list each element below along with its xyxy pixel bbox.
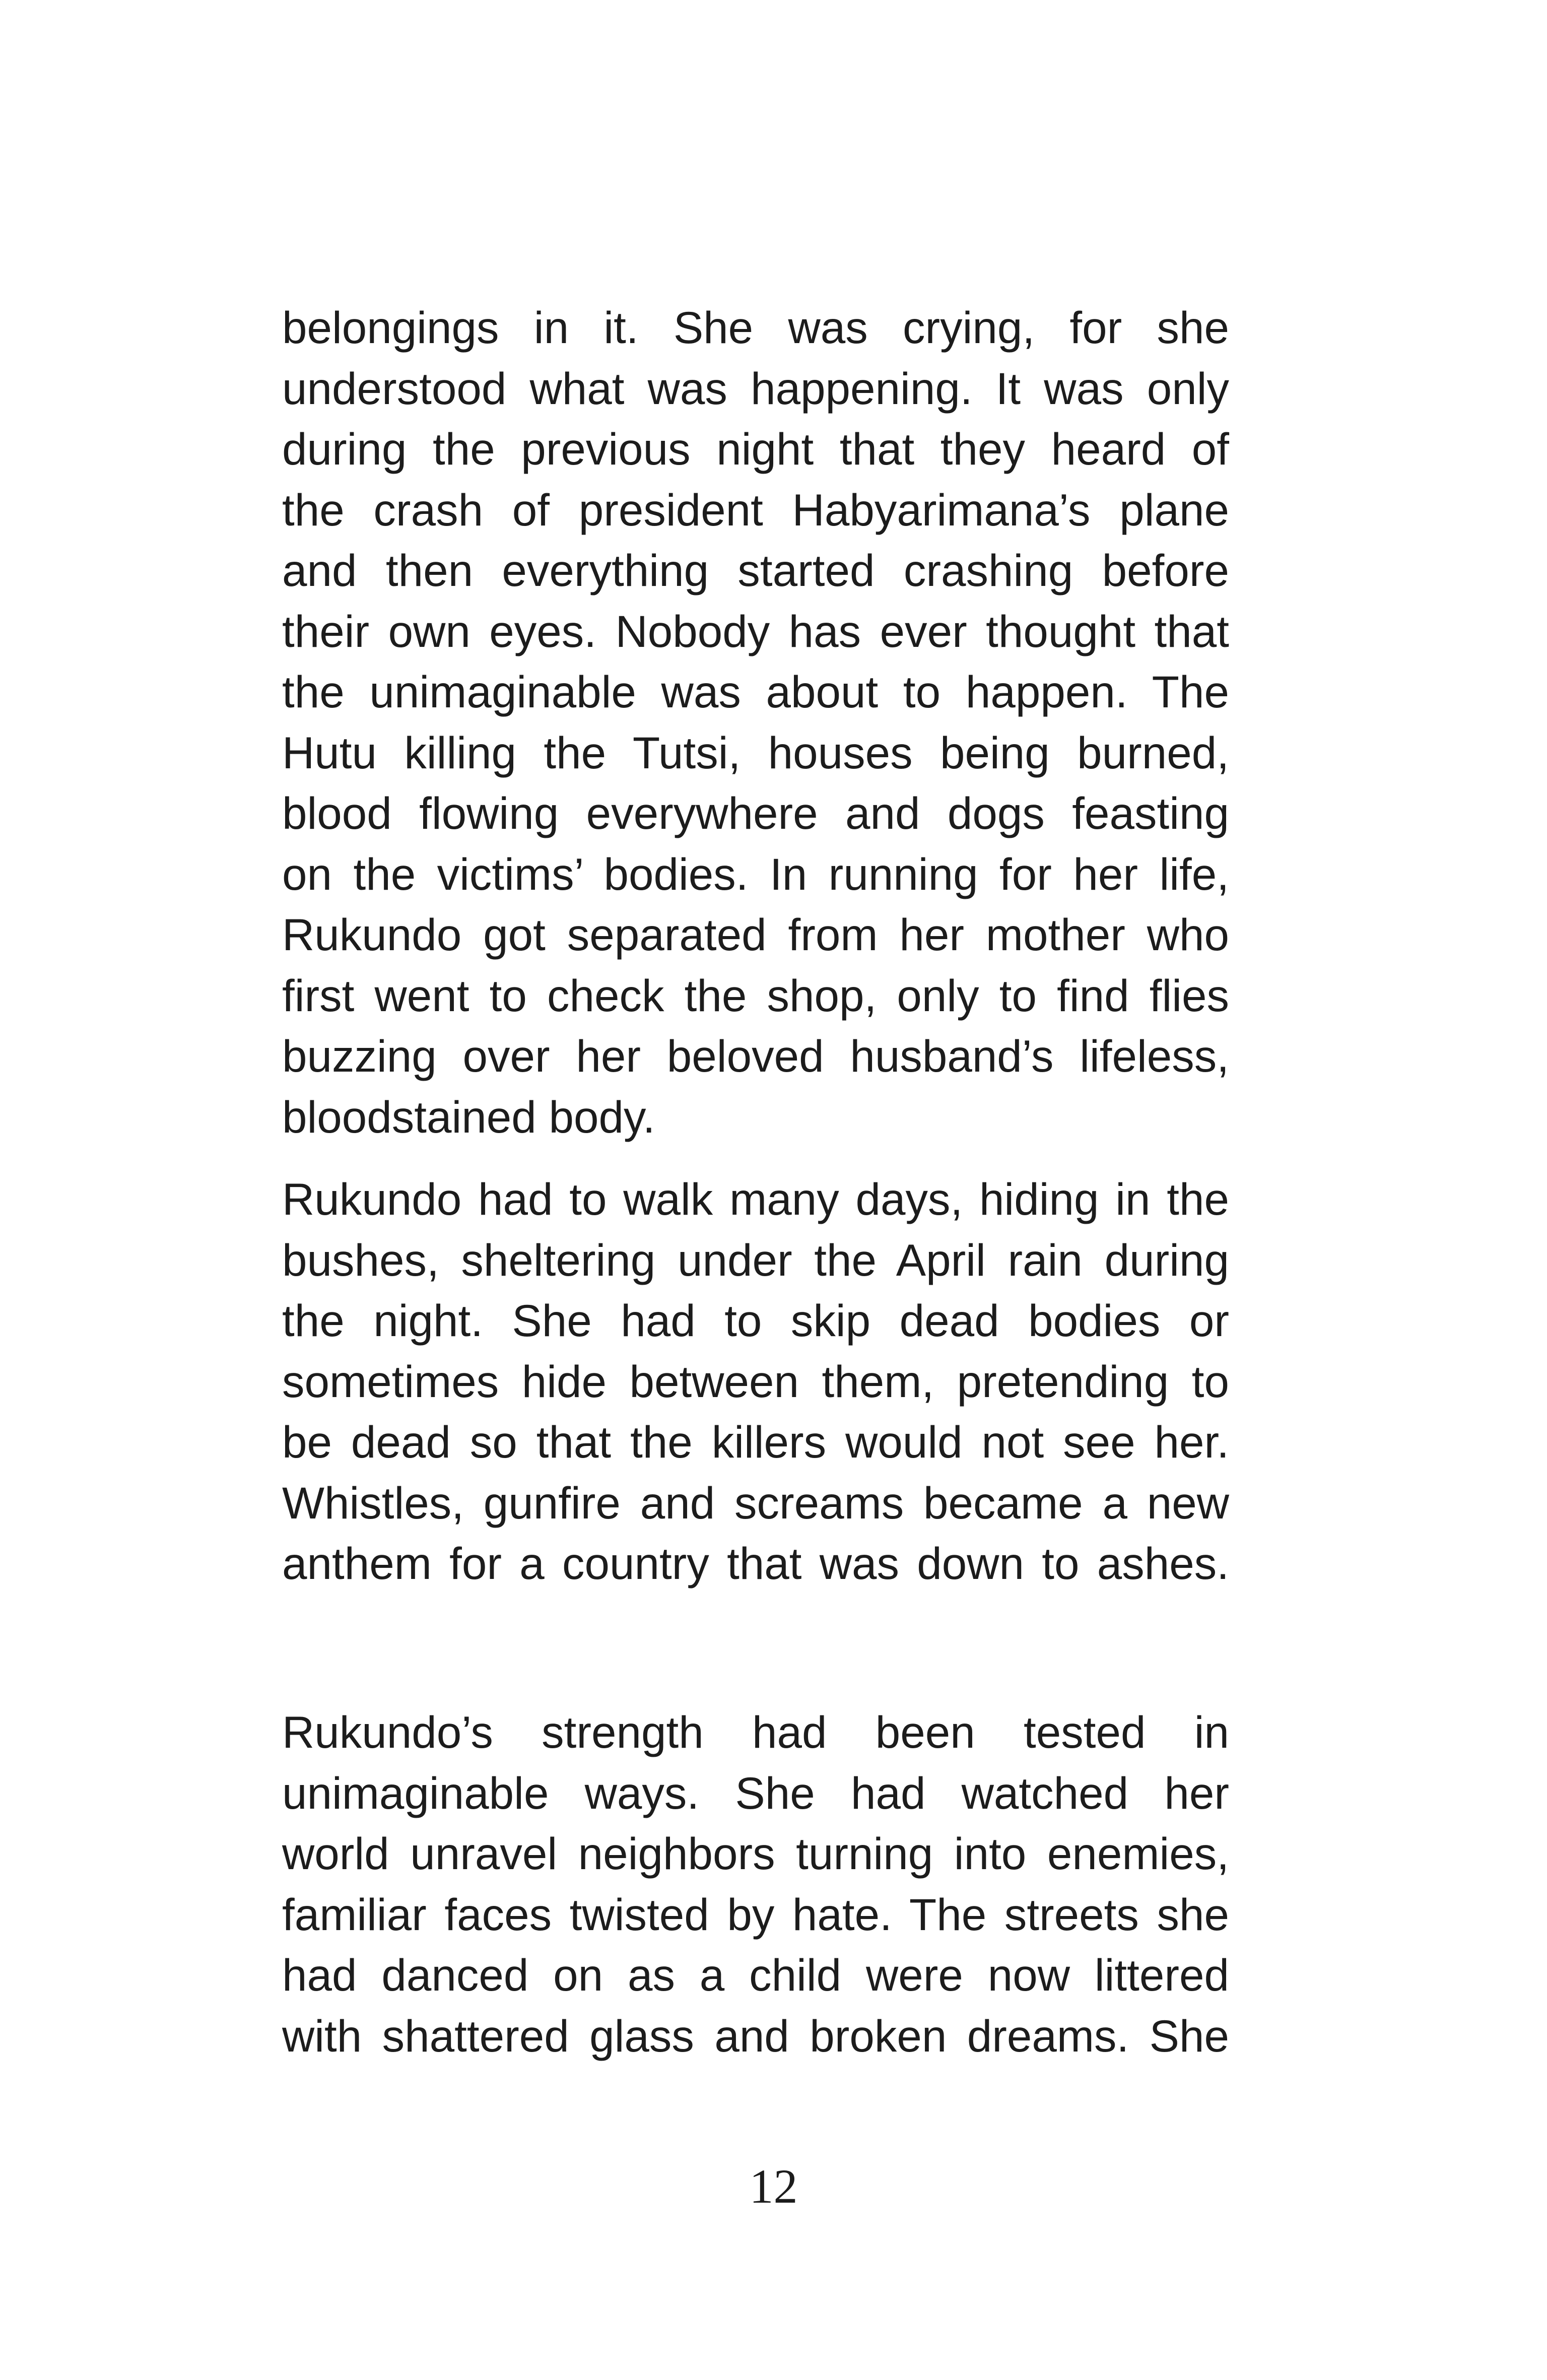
- text-line: familiar faces twisted by hate. The streets she: [282, 1889, 1229, 1940]
- paragraph-1: [282, 297, 1229, 1147]
- text-line: the crash of president Habyarimana’s plane: [282, 484, 1229, 535]
- text-line: during the previous night that they heard of: [282, 424, 1229, 474]
- text-line: the night. She had to skip dead bodies or: [282, 1295, 1229, 1346]
- text-line: unimaginable ways. She had watched her: [282, 1767, 1229, 1818]
- paragraph-3: [282, 1702, 1229, 2066]
- text-line: Rukundo got separated from her mother who: [282, 909, 1229, 960]
- text-line: Rukundo had to walk many days, hiding in the: [282, 1174, 1229, 1224]
- text-line: with shattered glass and broken dreams. She: [282, 2010, 1229, 2061]
- text-line: be dead so that the killers would not see her.: [282, 1417, 1229, 1467]
- text-line: on the victims’ bodies. In running for her life,: [282, 848, 1229, 899]
- text-line: Rukundo’s strength had been tested in: [282, 1707, 1229, 1757]
- text-line: sometimes hide between them, pretending to: [282, 1356, 1229, 1407]
- text-line: belongings in it. She was crying, for she: [282, 302, 1229, 353]
- text-line: first went to check the shop, only to find flies: [282, 970, 1229, 1021]
- text-line: buzzing over her beloved husband’s lifeless,: [282, 1031, 1229, 1081]
- page-number: 12: [749, 2159, 798, 2213]
- text-line: bloodstained body.: [282, 1091, 655, 1142]
- text-line: bushes, sheltering under the April rain during: [282, 1234, 1229, 1285]
- text-line: world unravel neighbors turning into enemies,: [282, 1828, 1229, 1879]
- text-line: anthem for a country that was down to ashes.: [282, 1538, 1229, 1589]
- text-line: blood flowing everywhere and dogs feasting: [282, 788, 1229, 838]
- paragraph-2: [282, 1169, 1229, 1594]
- text-line: had danced on as a child were now littered: [282, 1950, 1229, 2000]
- text-line: Hutu killing the Tutsi, houses being burned,: [282, 727, 1229, 778]
- text-line: Whistles, gunfire and screams became a new: [282, 1477, 1229, 1528]
- text-line: the unimaginable was about to happen. The: [282, 667, 1229, 717]
- text-line: their own eyes. Nobody has ever thought that: [282, 606, 1229, 656]
- text-line: and then everything started crashing before: [282, 545, 1229, 596]
- text-line: understood what was happening. It was only: [282, 363, 1229, 414]
